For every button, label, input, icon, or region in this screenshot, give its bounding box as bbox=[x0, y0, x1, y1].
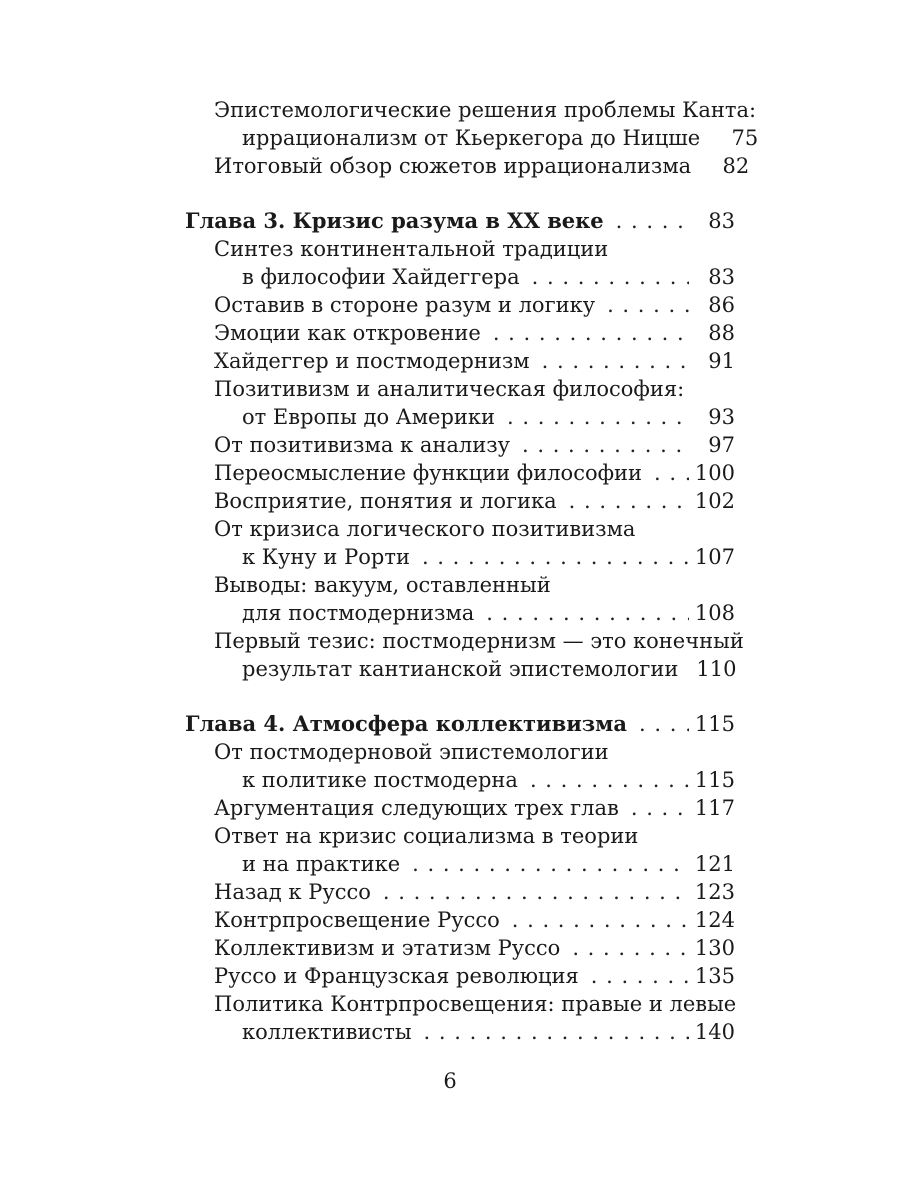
toc-entry bbox=[185, 543, 735, 571]
toc-entry-text: иррационализм от Кьеркегора до Ницше bbox=[242, 126, 701, 150]
toc-entry-text: Синтез континентальной традиции bbox=[214, 237, 609, 261]
toc-page-number: 130 bbox=[694, 936, 735, 960]
toc-entry-text: Контрпросвещение Руссо bbox=[214, 908, 500, 932]
toc-entry bbox=[185, 152, 750, 180]
page-number: 6 bbox=[443, 1069, 457, 1093]
leader-dots bbox=[522, 431, 689, 459]
toc-entry bbox=[185, 1018, 735, 1046]
toc-entry-text: Итоговый обзор сюжетов иррационализма bbox=[214, 154, 692, 178]
leader-dots bbox=[486, 599, 689, 627]
leader-dots bbox=[607, 291, 689, 319]
toc-page-number: 124 bbox=[694, 908, 735, 932]
leader-dots bbox=[512, 906, 689, 934]
chapter-heading bbox=[185, 710, 735, 738]
toc-entry bbox=[185, 766, 735, 794]
toc-entry-heading bbox=[185, 515, 735, 543]
toc-entry-text: Назад к Руссо bbox=[214, 880, 371, 904]
leader-dots bbox=[383, 878, 689, 906]
toc-entry bbox=[185, 934, 735, 962]
toc-entry bbox=[185, 459, 735, 487]
toc-page-number: 123 bbox=[694, 880, 735, 904]
toc-entry-text: Выводы: вакуум, оставленный bbox=[214, 573, 551, 597]
toc-page-number: 135 bbox=[694, 964, 735, 988]
toc-entry-text: Эмоции как откровение bbox=[214, 321, 481, 345]
toc-page-number: 82 bbox=[722, 154, 750, 178]
toc-entry-text: Руссо и Французская революция bbox=[214, 964, 579, 988]
toc-entry-text: Переосмысление функции философии bbox=[214, 461, 643, 485]
toc-entry-text: Коллективизм и этатизм Руссо bbox=[214, 936, 561, 960]
toc-entry bbox=[185, 850, 735, 878]
toc-entry bbox=[185, 124, 759, 152]
toc-entry bbox=[185, 794, 735, 822]
toc-entry-text: Хайдеггер и постмодернизм bbox=[214, 349, 530, 373]
leader-dots bbox=[422, 543, 689, 571]
toc-entry bbox=[185, 906, 735, 934]
toc-page-number: 115 bbox=[694, 768, 735, 792]
chapter-heading bbox=[185, 207, 735, 235]
toc-entry-text: к Куну и Рорти bbox=[242, 545, 410, 569]
toc-entry-text: результат кантианской эпистемологии bbox=[242, 657, 679, 681]
leader-dots bbox=[572, 934, 689, 962]
leader-dots bbox=[591, 962, 689, 990]
toc-entry bbox=[185, 599, 735, 627]
toc-page-number: 75 bbox=[731, 126, 759, 150]
toc-entry bbox=[185, 962, 735, 990]
toc-entry-text: и на практике bbox=[242, 852, 401, 876]
toc-page-number: 93 bbox=[708, 405, 735, 429]
toc-entry bbox=[185, 431, 735, 459]
leader-dots bbox=[616, 207, 689, 235]
toc-entry-text: к политике постмодерна bbox=[242, 768, 518, 792]
toc-entry-heading bbox=[185, 571, 735, 599]
toc-page-number: 102 bbox=[694, 489, 735, 513]
toc-entry-text: Политика Контрпросвещения: правые и левые bbox=[214, 992, 737, 1016]
leader-dots bbox=[412, 850, 689, 878]
toc-entry-text: в философии Хайдеггера bbox=[242, 265, 520, 289]
leader-dots bbox=[631, 794, 689, 822]
leader-dots bbox=[507, 403, 689, 431]
leader-dots bbox=[654, 459, 689, 487]
toc-page-number: 117 bbox=[694, 796, 735, 820]
toc-entry-text: для постмодернизма bbox=[242, 601, 475, 625]
toc-entry-text: Оставив в стороне разум и логику bbox=[214, 293, 596, 317]
toc-entry bbox=[185, 347, 735, 375]
table-of-contents bbox=[185, 96, 759, 1046]
toc-page-number: 86 bbox=[708, 293, 735, 317]
toc-entry-text: Первый тезис: постмодернизм — это конечный bbox=[214, 629, 744, 653]
leader-dots bbox=[530, 766, 689, 794]
leader-dots bbox=[493, 319, 689, 347]
leader-dots bbox=[532, 263, 689, 291]
toc-page-number: 100 bbox=[694, 461, 735, 485]
toc-page-number: 107 bbox=[694, 545, 735, 569]
toc-entry bbox=[185, 263, 735, 291]
toc-entry bbox=[185, 878, 735, 906]
toc-entry-text: Позитивизм и аналитическая философия: bbox=[214, 377, 685, 401]
toc-page-number: 115 bbox=[694, 712, 735, 736]
toc-page-number: 140 bbox=[694, 1020, 735, 1044]
toc-page-number: 108 bbox=[694, 601, 735, 625]
toc-page-number: 83 bbox=[708, 209, 735, 233]
toc-entry-text: коллективисты bbox=[242, 1020, 412, 1044]
leader-dots bbox=[424, 1018, 689, 1046]
toc-entry-heading bbox=[185, 96, 757, 124]
leader-dots bbox=[542, 347, 689, 375]
toc-entry-heading bbox=[185, 627, 744, 655]
toc-entry-text: От позитивизма к анализу bbox=[214, 433, 510, 457]
toc-entry-text: Восприятие, понятия и логика bbox=[214, 489, 557, 513]
toc-entry-heading bbox=[185, 235, 735, 263]
toc-entry-text: от Европы до Америки bbox=[242, 405, 496, 429]
toc-page-number: 121 bbox=[694, 852, 735, 876]
toc-entry bbox=[185, 291, 735, 319]
toc-entry-text: Ответ на кризис социализма в теории bbox=[214, 824, 639, 848]
toc-entry-heading bbox=[185, 822, 735, 850]
toc-entry-text: От постмодерновой эпистемологии bbox=[214, 740, 609, 764]
toc-page-number: 83 bbox=[708, 265, 735, 289]
toc-entry bbox=[185, 655, 735, 683]
leader-dots bbox=[639, 710, 689, 738]
chapter-title: Глава 4. Атмосфера коллективизма bbox=[185, 711, 628, 736]
leader-dots bbox=[569, 487, 689, 515]
toc-entry-heading bbox=[185, 990, 735, 1018]
toc-entry bbox=[185, 487, 735, 515]
toc-page-number: 88 bbox=[708, 321, 735, 345]
toc-page-number: 110 bbox=[696, 657, 737, 681]
toc-entry-text: Эпистемологические решения проблемы Канта: bbox=[214, 98, 757, 122]
toc-entry-heading bbox=[185, 738, 735, 766]
toc-entry bbox=[185, 403, 735, 431]
toc-entry-text: Аргументация следующих трех глав bbox=[214, 796, 619, 820]
toc-page-number: 91 bbox=[708, 349, 735, 373]
toc-page-number: 97 bbox=[708, 433, 735, 457]
toc-entry-text: От кризиса логического позитивизма bbox=[214, 517, 636, 541]
chapter-title: Глава 3. Кризис разума в XX веке bbox=[185, 208, 604, 233]
toc-entry bbox=[185, 319, 735, 347]
toc-entry-heading bbox=[185, 375, 735, 403]
